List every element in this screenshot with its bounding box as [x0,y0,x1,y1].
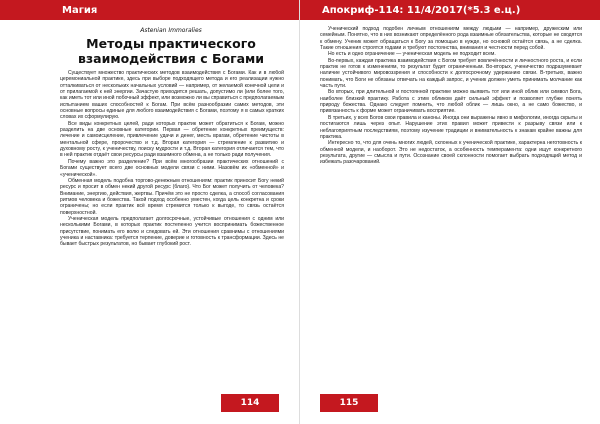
paragraph: Все виды конкретных целей, ради которых практик может обратиться к Богам, можно разделить на две основные категории. Первая — обретение конкретных преимуществ: лечение и самоисцеление, привлечение удачи и денег, месть врагам, обретение чистоты в ментальной сфере, пророчество и т.д. Вторая категория — стремление к развитию и духовному росту, к ученичеству, поиску мудрости и т.д. Вторая категория отличается тем, что в ней практик отдаёт свои ресурсы ради взаимного обмена, а не только ради получения. [60,120,284,159]
right-page-body [320,26,582,386]
right-page-number: 115 [320,394,378,412]
right-page-header [300,0,600,20]
article-title: Методы практического взаимодействия с Богами [77,36,265,66]
paragraph: Во вторых, при длительной и постоянной практике можно выявить тот или иной облик или символ Бога, наиболее близкий практику. Работа с этим обликом даёт сильный эффект и позволяет глубже понять природу божества. Однако следует помнить, что любой облик — лишь окно, а не само божество, и привязанность к форме может ограничивать восприятие. [320,89,582,115]
left-page-header [0,0,299,20]
right-page [300,0,600,424]
paragraph: Ученическая модель предполагает долгосрочные, устойчивые отношения с одним или несколькими Богами, в которых практик постепенно учится воспринимать божественное присутствие, понимать его волю и следовать ей. Эти отношения сравнимы с отношениями ученика и наставника: требуется терпение, доверие и готовность к трансформации. Здесь не бывает быстрых результатов, но бывает глубокий рост. [60,215,284,248]
paragraph: Во-первых, каждая практика взаимодействия с Богом требует вовлечённости и личностного роста, и если практик не готов к изменениям, то результат будет ограниченным. Во-вторых, ученичество подразумевает наличие устойчивого мировоззрения и способности к долгосрочному удержанию связи. В-третьих, важно понимать, что Боги не обязаны отвечать на каждый запрос, и ученик должен уметь принимать молчание как часть пути. [320,57,582,90]
article-author: Astenian Immoralies [140,27,202,34]
paragraph: Интересно то, что для очень многих людей, склонных к ученической практике, характерна неготовность к обменной модели, и наоборот. Это не недостаток, а особенность темперамента: одни ищут конкретного результата, другие — смысла и пути. Осознание своей склонности помогает выбрать подходящий метод и избежать разочарований. [320,140,582,166]
paragraph: Почему важно это разделение? При всём многообразии практических отношений с Богами существует всего две основных модели связи с ними. Назовём их «обменной» и «ученической». [60,158,284,178]
paragraph: Обменная модель подобна торгово-денежным отношениям: практик приносит Богу некий ресурс и просит в обмен некий другой ресурс (благо). Что Бог может получить от человека? Внимание, энергию, действия, жертвы. Причём это не просто сделка, а способ согласования ритмов человека и божества. Такой подход особенно уместен, когда цель конкретна и сроки ограничены; но если практик всё время стремится только к выгоде, то связь остаётся поверхностной. [60,177,284,216]
paragraph: Но есть и одно ограничение — ученическая модель не подходит всем. [328,51,496,58]
left-page-number: 114 [221,394,279,412]
paragraph: Существует множество практических методов взаимодействия с Богами. Как и в любой церемониальной практике, здесь при выборе подходящего метода и его реализации нужно отталкиваться от нескольких начальных условий — например, от желаемой конечной цели и от прилагаемой к ней энергии. Зачастую приходится решать, допустимо ли (или более того, как иметь тот или иной побочный эффект, или возможно ли вы справиться с предполагаемым испытанием ваших способностей к Богам. При всём разнообразии самих методов, эти основные вопросы единые для любого взаимодействия с Богами, поэтому я в самых кратких словах их сформулирую. [60,70,284,121]
left-page-body [60,70,284,380]
paragraph: В третьих, у всех Богов свои правила и каноны. Иногда они выражены явно в мифологии, иногда скрыты и постигаются лишь через опыт. Нарушение этих правил может привести к разрыву связи или к неблагоприятным последствиям, поэтому изучение традиции и внимательность к знакам крайне важны для практика. [320,114,582,140]
section-title: Магия [62,4,98,16]
issue-title: Апокриф-114: 11/4/2017(*5.3 е.ц.) [322,4,521,16]
paragraph: Ученический подход подобен личным отношениям между людьми — например, дружеским или семейным. Понятно, что в них возникают определённого рода взаимные обязательства, которые не сводятся к обмену. Ученик может обращаться к Богу за помощью в нужде, но основой остаётся связь, а не сделка. Такие отношения строятся годами и требуют постоянства, внимания и честности перед собой. [320,26,582,52]
